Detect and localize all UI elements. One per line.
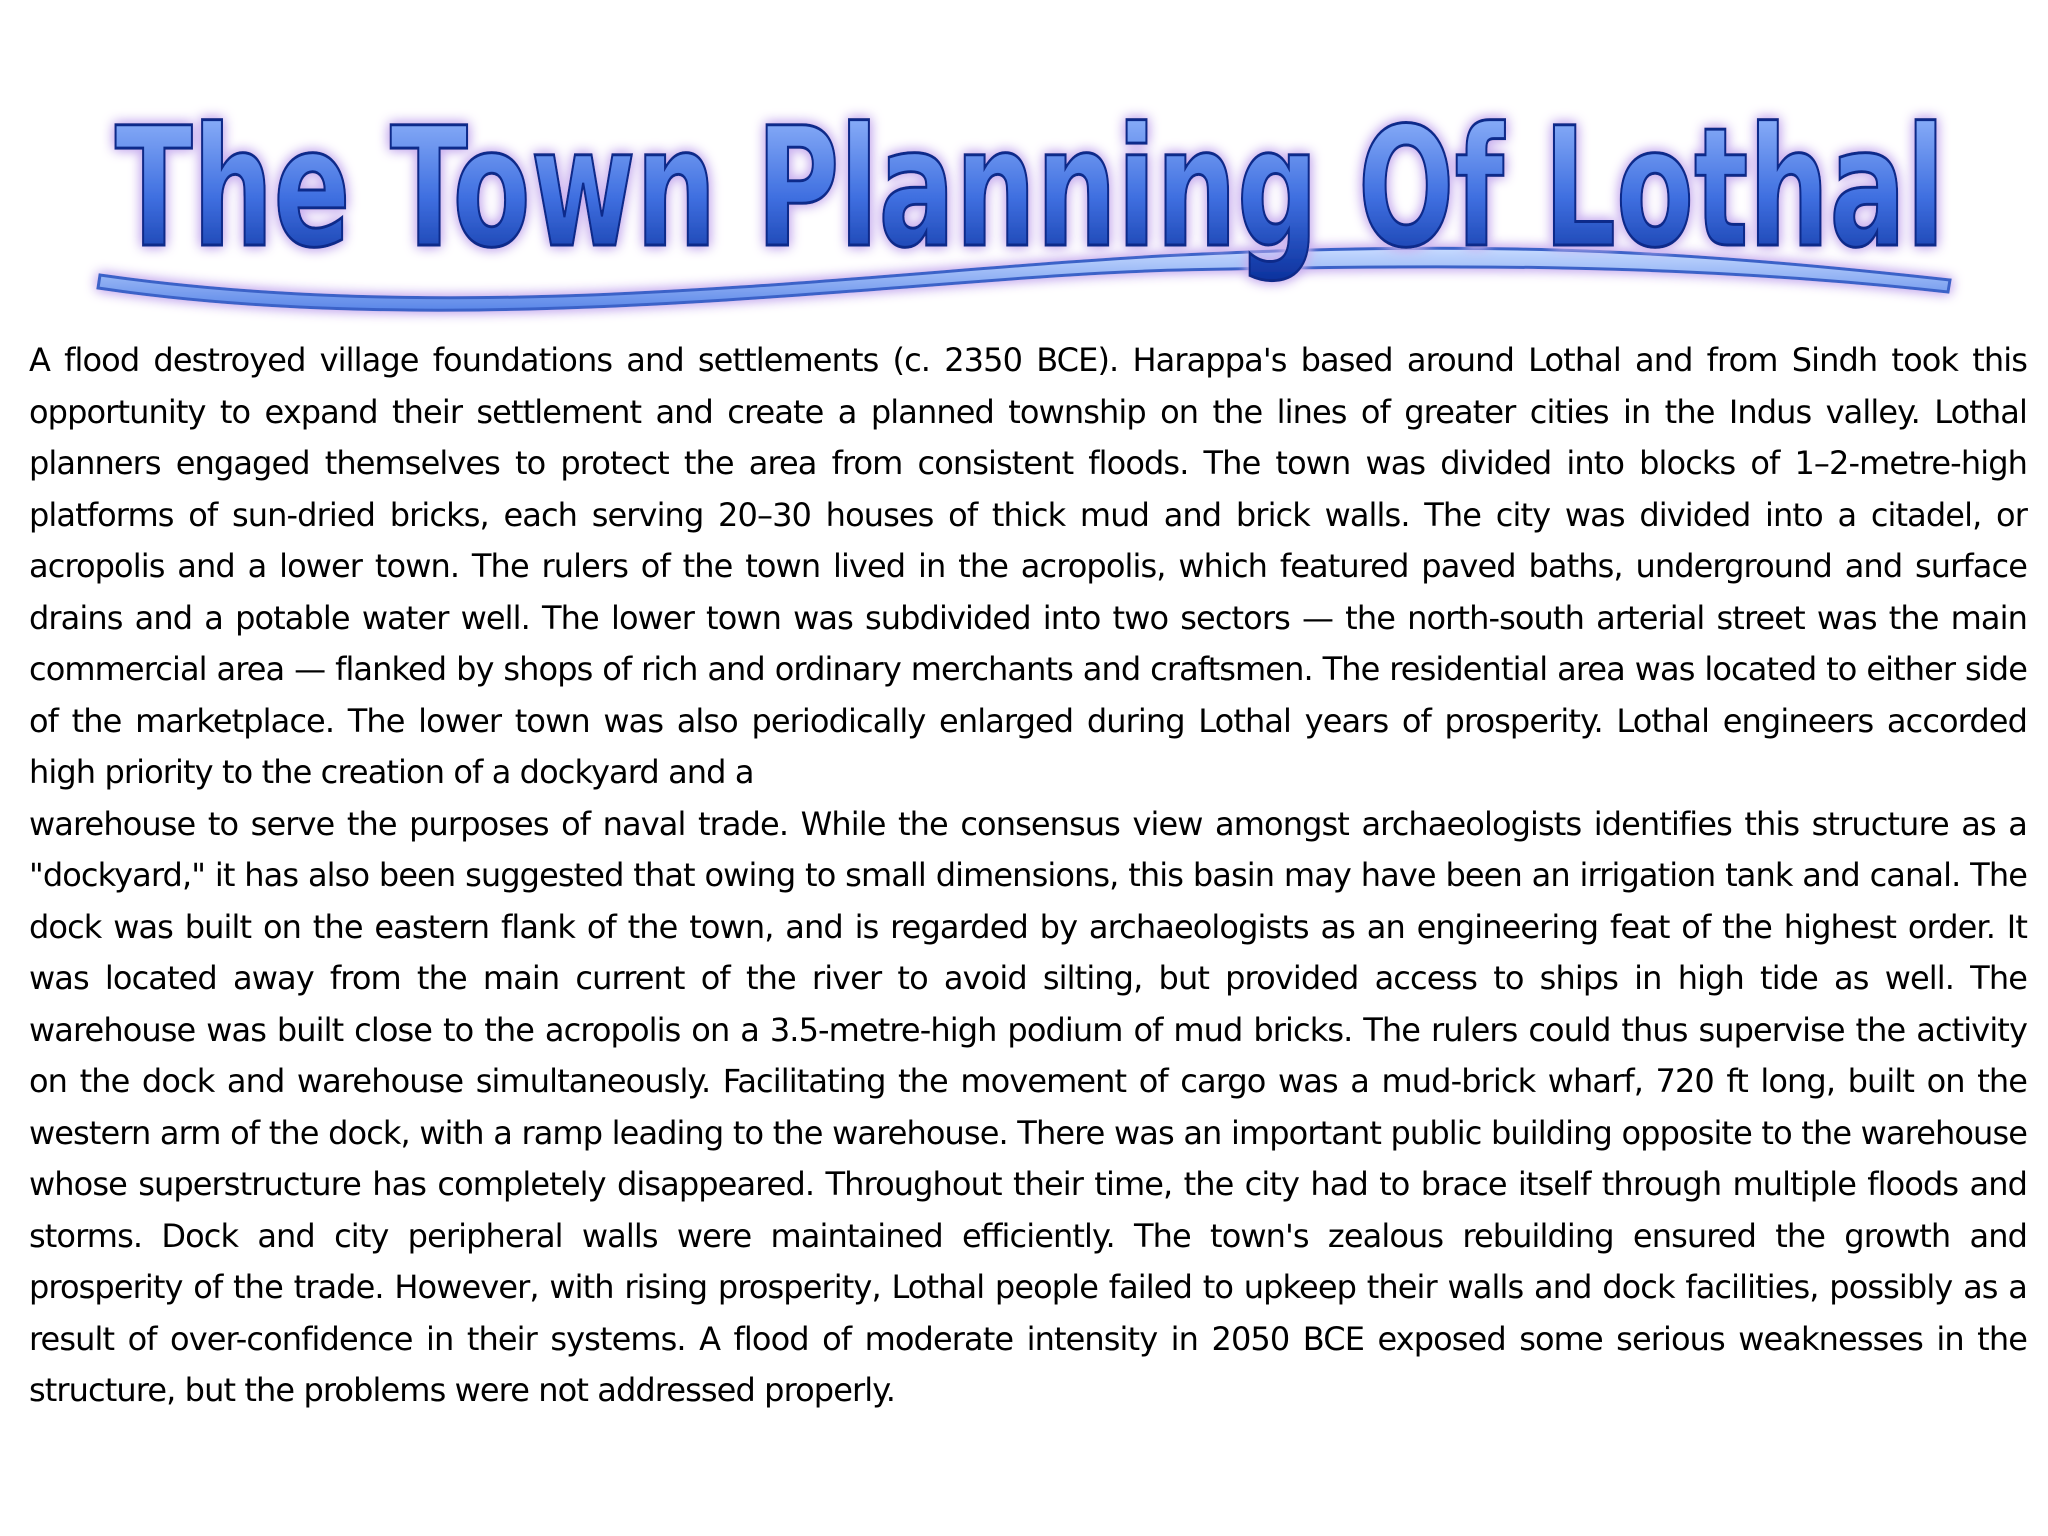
wordart-title <box>80 30 1980 330</box>
title-text: The Town Planning Of Lothal <box>115 92 1945 284</box>
body-paragraph: A flood destroyed village foundations and settlements (c. 2350 BCE). Harappa's based around Lothal and from Sindh took this opportunity to expand their settlement and create a planned township on the lines of greater cities in the Indus valley. Lothal planners engaged themselves to protect the area from consistent floods. The town was divided into blocks of 1–2-metre-high platforms of sun-dried bricks, each serving 20–30 houses of thick mud and brick walls. The city was divided into a citadel, or acropolis and a lower town. The rulers of the town lived in the acropolis, which featured paved baths, underground and surface drains and a potable water well. The lower town was subdivided into two sectors — the north-south arterial street was the main commercial area — flanked by shops of rich and ordinary merchants and craftsmen. The residential area was located to either side of the marketplace. The lower town was also periodically enlarged during Lothal years of prosperity. Lothal engineers accorded high priority to the creation of a dockyard and a warehouse to serve the purposes of naval trade. While the consensus view amongst archaeologists identifies this structure as a "dockyard," it has also been suggested that owing to small dimensions, this basin may have been an irrigation tank and canal. The dock was built on the eastern flank of the town, and is regarded by archaeologists as an engineering feat of the highest order. It was located away from the main current of the river to avoid silting, but provided access to ships in high tide as well. The warehouse was built close to the acropolis on a 3.5-metre-high podium of mud bricks. The rulers could thus supervise the activity on the dock and warehouse simultaneously. Facilitating the movement of cargo was a mud-brick wharf, 720 ft long, built on the western arm of the dock, with a ramp leading to the warehouse. There was an important public building opposite to the warehouse whose superstructure has completely disappeared. Throughout their time, the city had to brace itself through multiple floods and storms. Dock and city peripheral walls were maintained efficiently. The town's zealous rebuilding ensured the growth and prosperity of the trade. However, with rising prosperity, Lothal people failed to upkeep their walls and dock facilities, possibly as a result of over-confidence in their systems. A flood of moderate intensity in 2050 BCE exposed some serious weaknesses in the structure, but the problems were not addressed properly. <box>29 341 2027 1409</box>
